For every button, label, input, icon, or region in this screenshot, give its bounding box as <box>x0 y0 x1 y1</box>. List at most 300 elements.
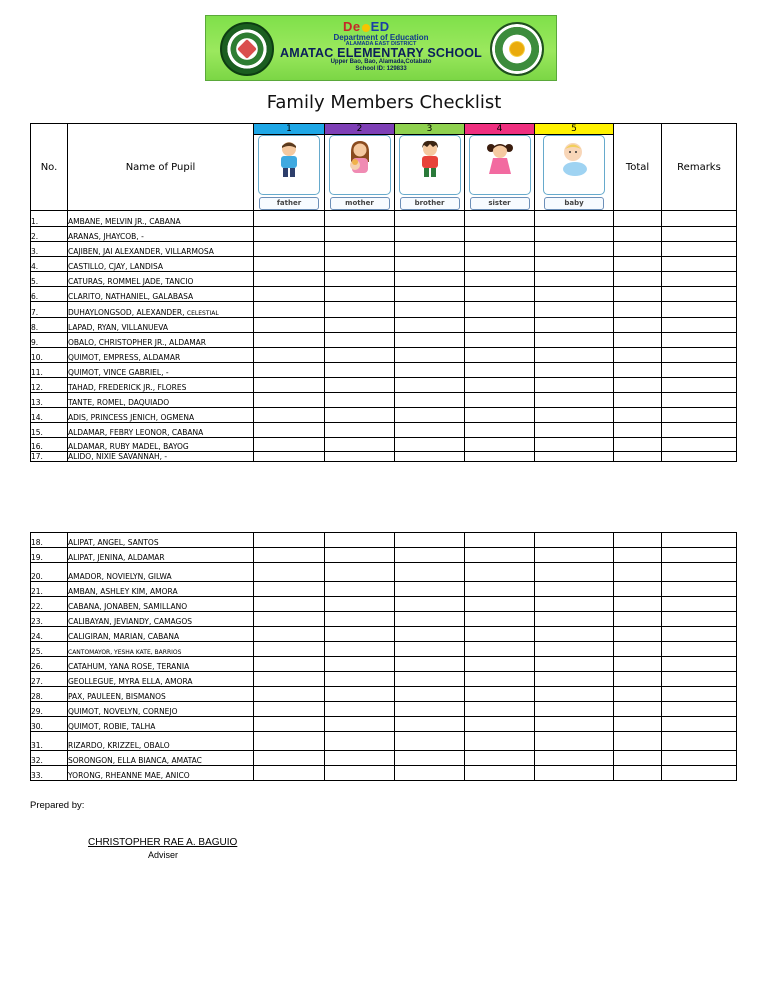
check-sister[interactable] <box>465 548 535 563</box>
row-number: 9. <box>31 333 68 348</box>
pupil-name-text: ADIS, PRINCESS JENICH, OGMENA <box>68 413 195 422</box>
check-father[interactable] <box>254 766 325 781</box>
check-sister[interactable] <box>465 672 535 687</box>
remarks-cell[interactable] <box>662 582 737 597</box>
pupil-name-text: CALIBAYAN, JEVIANDY, CAMAGOS <box>68 617 193 626</box>
check-brother[interactable] <box>395 211 465 227</box>
check-mother[interactable] <box>325 732 395 751</box>
total-cell[interactable] <box>614 272 662 287</box>
table-row <box>31 687 737 702</box>
check-sister[interactable] <box>465 348 535 363</box>
check-brother[interactable] <box>395 766 465 781</box>
check-baby[interactable] <box>535 438 614 452</box>
check-mother[interactable] <box>325 318 395 333</box>
row-number: 14. <box>31 408 68 423</box>
check-baby[interactable] <box>535 408 614 423</box>
school-address: Upper Bao, Bao, Alamada,Cotabato <box>330 59 432 65</box>
total-cell[interactable] <box>614 717 662 732</box>
header-no: No. <box>31 124 68 211</box>
check-sister[interactable] <box>465 657 535 672</box>
check-father[interactable] <box>254 393 325 408</box>
total-cell[interactable] <box>614 348 662 363</box>
check-sister[interactable] <box>465 766 535 781</box>
total-cell[interactable] <box>614 582 662 597</box>
check-brother[interactable] <box>395 657 465 672</box>
check-father[interactable] <box>254 751 325 766</box>
check-mother[interactable] <box>325 627 395 642</box>
check-brother[interactable] <box>395 548 465 563</box>
check-father[interactable] <box>254 423 325 438</box>
pupil-name-text: CLARITO, NATHANIEL, GALABASA <box>68 292 194 301</box>
remarks-cell[interactable] <box>662 533 737 548</box>
total-cell[interactable] <box>614 438 662 452</box>
row-number: 13. <box>31 393 68 408</box>
pupil-name-text: PAX, PAULEEN, BISMANOS <box>68 692 166 701</box>
check-brother[interactable] <box>395 302 465 318</box>
check-father[interactable] <box>254 333 325 348</box>
remarks-cell[interactable] <box>662 211 737 227</box>
total-cell[interactable] <box>614 657 662 672</box>
remarks-cell[interactable] <box>662 378 737 393</box>
check-sister[interactable] <box>465 211 535 227</box>
check-sister[interactable] <box>465 642 535 657</box>
check-brother[interactable] <box>395 612 465 627</box>
member-number-2: 2 <box>325 124 395 135</box>
total-cell[interactable] <box>614 751 662 766</box>
check-baby[interactable] <box>535 318 614 333</box>
remarks-cell[interactable] <box>662 438 737 452</box>
member-number-5: 5 <box>535 124 614 135</box>
header-total: Total <box>614 124 662 211</box>
remarks-cell[interactable] <box>662 687 737 702</box>
check-sister[interactable] <box>465 452 535 462</box>
check-mother[interactable] <box>325 687 395 702</box>
total-cell[interactable] <box>614 627 662 642</box>
check-sister[interactable] <box>465 363 535 378</box>
check-mother[interactable] <box>325 272 395 287</box>
check-mother[interactable] <box>325 766 395 781</box>
check-brother[interactable] <box>395 408 465 423</box>
remarks-cell[interactable] <box>662 227 737 242</box>
check-brother[interactable] <box>395 257 465 272</box>
check-brother[interactable] <box>395 393 465 408</box>
check-sister[interactable] <box>465 378 535 393</box>
total-cell[interactable] <box>614 702 662 717</box>
check-brother[interactable] <box>395 582 465 597</box>
row-number: 29. <box>31 702 68 717</box>
check-brother[interactable] <box>395 287 465 302</box>
pupil-name-text: QUIMOT, ROBIE, TALHA <box>68 722 156 731</box>
total-cell[interactable] <box>614 408 662 423</box>
table-row <box>31 302 737 318</box>
remarks-cell[interactable] <box>662 732 737 751</box>
check-mother[interactable] <box>325 211 395 227</box>
remarks-cell[interactable] <box>662 408 737 423</box>
check-baby[interactable] <box>535 732 614 751</box>
table-row <box>31 548 737 563</box>
check-father[interactable] <box>254 657 325 672</box>
pupil-name <box>68 408 254 423</box>
remarks-cell[interactable] <box>662 242 737 257</box>
checklist-table-part2 <box>30 532 737 781</box>
remarks-cell[interactable] <box>662 257 737 272</box>
check-baby[interactable] <box>535 657 614 672</box>
total-cell[interactable] <box>614 227 662 242</box>
check-brother[interactable] <box>395 272 465 287</box>
row-number: 20. <box>31 563 68 582</box>
check-baby[interactable] <box>535 211 614 227</box>
check-baby[interactable] <box>535 423 614 438</box>
check-baby[interactable] <box>535 717 614 732</box>
total-cell[interactable] <box>614 302 662 318</box>
total-cell[interactable] <box>614 363 662 378</box>
check-brother[interactable] <box>395 348 465 363</box>
check-mother[interactable] <box>325 242 395 257</box>
check-brother[interactable] <box>395 732 465 751</box>
check-baby[interactable] <box>535 563 614 582</box>
check-father[interactable] <box>254 211 325 227</box>
check-father[interactable] <box>254 717 325 732</box>
total-cell[interactable] <box>614 612 662 627</box>
pupil-name <box>68 717 254 732</box>
check-baby[interactable] <box>535 393 614 408</box>
check-baby[interactable] <box>535 257 614 272</box>
check-baby[interactable] <box>535 751 614 766</box>
table-row <box>31 627 737 642</box>
header-remarks: Remarks <box>662 124 737 211</box>
check-brother[interactable] <box>395 751 465 766</box>
remarks-cell[interactable] <box>662 287 737 302</box>
check-brother[interactable] <box>395 438 465 452</box>
row-number: 18. <box>31 533 68 548</box>
table-row <box>31 211 737 227</box>
check-brother[interactable] <box>395 333 465 348</box>
check-baby[interactable] <box>535 227 614 242</box>
check-baby[interactable] <box>535 766 614 781</box>
pupil-name <box>68 597 254 612</box>
remarks-cell[interactable] <box>662 672 737 687</box>
check-mother[interactable] <box>325 302 395 318</box>
check-mother[interactable] <box>325 642 395 657</box>
check-mother[interactable] <box>325 717 395 732</box>
check-sister[interactable] <box>465 242 535 257</box>
check-brother[interactable] <box>395 227 465 242</box>
row-number: 10. <box>31 348 68 363</box>
row-number: 27. <box>31 672 68 687</box>
member-picture-brother <box>395 135 465 211</box>
check-father[interactable] <box>254 548 325 563</box>
remarks-cell[interactable] <box>662 766 737 781</box>
check-sister[interactable] <box>465 732 535 751</box>
pupil-name <box>68 657 254 672</box>
pupil-name-text: CATURAS, ROMMEL JADE, TANCIO <box>68 277 194 286</box>
check-mother[interactable] <box>325 751 395 766</box>
check-baby[interactable] <box>535 687 614 702</box>
total-cell[interactable] <box>614 333 662 348</box>
adviser-role: Adviser <box>147 850 178 860</box>
check-father[interactable] <box>254 242 325 257</box>
check-baby[interactable] <box>535 627 614 642</box>
total-cell[interactable] <box>614 533 662 548</box>
check-baby[interactable] <box>535 702 614 717</box>
row-number: 11. <box>31 363 68 378</box>
total-cell[interactable] <box>614 257 662 272</box>
check-brother[interactable] <box>395 597 465 612</box>
row-number: 1. <box>31 211 68 227</box>
pupil-name-text: QUIMOT, NOVELYN, CORNEJO <box>68 707 178 716</box>
check-mother[interactable] <box>325 563 395 582</box>
total-cell[interactable] <box>614 548 662 563</box>
check-brother[interactable] <box>395 563 465 582</box>
check-father[interactable] <box>254 318 325 333</box>
check-sister[interactable] <box>465 423 535 438</box>
total-cell[interactable] <box>614 642 662 657</box>
check-baby[interactable] <box>535 302 614 318</box>
check-brother[interactable] <box>395 242 465 257</box>
check-father[interactable] <box>254 302 325 318</box>
check-baby[interactable] <box>535 612 614 627</box>
total-cell[interactable] <box>614 597 662 612</box>
check-sister[interactable] <box>465 318 535 333</box>
pupil-name-text: TANTE, ROMEL, DAQUIADO <box>68 398 170 407</box>
remarks-cell[interactable] <box>662 363 737 378</box>
check-brother[interactable] <box>395 363 465 378</box>
check-mother[interactable] <box>325 363 395 378</box>
pupil-name <box>68 272 254 287</box>
check-baby[interactable] <box>535 378 614 393</box>
table-row <box>31 363 737 378</box>
district-seal-logo <box>490 22 544 76</box>
remarks-cell[interactable] <box>662 452 737 462</box>
row-number: 6. <box>31 287 68 302</box>
check-sister[interactable] <box>465 702 535 717</box>
remarks-cell[interactable] <box>662 333 737 348</box>
check-sister[interactable] <box>465 393 535 408</box>
pupil-name <box>68 393 254 408</box>
check-brother[interactable] <box>395 702 465 717</box>
check-sister[interactable] <box>465 333 535 348</box>
check-sister[interactable] <box>465 627 535 642</box>
check-father[interactable] <box>254 408 325 423</box>
table-row <box>31 717 737 732</box>
total-cell[interactable] <box>614 242 662 257</box>
remarks-cell[interactable] <box>662 612 737 627</box>
check-father[interactable] <box>254 597 325 612</box>
check-baby[interactable] <box>535 363 614 378</box>
total-cell[interactable] <box>614 423 662 438</box>
check-brother[interactable] <box>395 672 465 687</box>
check-sister[interactable] <box>465 751 535 766</box>
check-father[interactable] <box>254 732 325 751</box>
check-brother[interactable] <box>395 452 465 462</box>
remarks-cell[interactable] <box>662 423 737 438</box>
check-father[interactable] <box>254 702 325 717</box>
check-mother[interactable] <box>325 597 395 612</box>
check-father[interactable] <box>254 563 325 582</box>
pupil-name <box>68 751 254 766</box>
check-mother[interactable] <box>325 438 395 452</box>
remarks-cell[interactable] <box>662 272 737 287</box>
remarks-cell[interactable] <box>662 302 737 318</box>
total-cell[interactable] <box>614 672 662 687</box>
check-mother[interactable] <box>325 672 395 687</box>
check-mother[interactable] <box>325 348 395 363</box>
check-father[interactable] <box>254 612 325 627</box>
check-baby[interactable] <box>535 452 614 462</box>
check-brother[interactable] <box>395 533 465 548</box>
check-mother[interactable] <box>325 378 395 393</box>
check-father[interactable] <box>254 533 325 548</box>
pupil-name-text: ALDAMAR, RUBY MADEL, BAYOG <box>68 442 189 451</box>
remarks-cell[interactable] <box>662 348 737 363</box>
member-label-mother: mother <box>330 197 390 210</box>
pupil-name-text: ALIPAT, ANGEL, SANTOS <box>68 538 159 547</box>
remarks-cell[interactable] <box>662 702 737 717</box>
check-father[interactable] <box>254 272 325 287</box>
check-mother[interactable] <box>325 548 395 563</box>
check-father[interactable] <box>254 582 325 597</box>
remarks-cell[interactable] <box>662 627 737 642</box>
check-sister[interactable] <box>465 612 535 627</box>
check-brother[interactable] <box>395 318 465 333</box>
remarks-cell[interactable] <box>662 717 737 732</box>
check-mother[interactable] <box>325 393 395 408</box>
check-baby[interactable] <box>535 287 614 302</box>
check-mother[interactable] <box>325 533 395 548</box>
check-sister[interactable] <box>465 408 535 423</box>
check-father[interactable] <box>254 348 325 363</box>
check-baby[interactable] <box>535 272 614 287</box>
check-father[interactable] <box>254 257 325 272</box>
check-baby[interactable] <box>535 548 614 563</box>
check-mother[interactable] <box>325 287 395 302</box>
pupil-name <box>68 333 254 348</box>
total-cell[interactable] <box>614 211 662 227</box>
check-father[interactable] <box>254 687 325 702</box>
check-sister[interactable] <box>465 438 535 452</box>
pupil-name <box>68 242 254 257</box>
table-row <box>31 612 737 627</box>
pupil-name <box>68 766 254 781</box>
check-baby[interactable] <box>535 348 614 363</box>
check-father[interactable] <box>254 438 325 452</box>
check-brother[interactable] <box>395 717 465 732</box>
row-number: 16. <box>31 438 68 452</box>
check-brother[interactable] <box>395 378 465 393</box>
pupil-name-text: CATAHUM, YANA ROSE, TERANIA <box>68 662 190 671</box>
check-father[interactable] <box>254 642 325 657</box>
row-number: 24. <box>31 627 68 642</box>
brother-icon <box>413 140 447 178</box>
check-father[interactable] <box>254 287 325 302</box>
check-sister[interactable] <box>465 533 535 548</box>
total-cell[interactable] <box>614 318 662 333</box>
total-cell[interactable] <box>614 732 662 751</box>
member-picture-baby <box>535 135 614 211</box>
check-father[interactable] <box>254 227 325 242</box>
check-baby[interactable] <box>535 642 614 657</box>
check-mother[interactable] <box>325 227 395 242</box>
table-row <box>31 452 737 462</box>
table-row <box>31 393 737 408</box>
table-row <box>31 657 737 672</box>
member-number-3: 3 <box>395 124 465 135</box>
check-mother[interactable] <box>325 423 395 438</box>
total-cell[interactable] <box>614 287 662 302</box>
check-baby[interactable] <box>535 242 614 257</box>
check-mother[interactable] <box>325 702 395 717</box>
check-sister[interactable] <box>465 563 535 582</box>
pupil-name-text: CABANA, JONABEN, SAMILLANO <box>68 602 188 611</box>
remarks-cell[interactable] <box>662 657 737 672</box>
total-cell[interactable] <box>614 687 662 702</box>
check-brother[interactable] <box>395 423 465 438</box>
remarks-cell[interactable] <box>662 597 737 612</box>
check-sister[interactable] <box>465 287 535 302</box>
check-baby[interactable] <box>535 533 614 548</box>
check-sister[interactable] <box>465 717 535 732</box>
check-sister[interactable] <box>465 597 535 612</box>
check-brother[interactable] <box>395 642 465 657</box>
check-father[interactable] <box>254 672 325 687</box>
check-father[interactable] <box>254 452 325 462</box>
total-cell[interactable] <box>614 766 662 781</box>
check-father[interactable] <box>254 378 325 393</box>
total-cell[interactable] <box>614 393 662 408</box>
check-brother[interactable] <box>395 687 465 702</box>
table-row <box>31 333 737 348</box>
check-sister[interactable] <box>465 257 535 272</box>
remarks-cell[interactable] <box>662 751 737 766</box>
check-mother[interactable] <box>325 582 395 597</box>
remarks-cell[interactable] <box>662 548 737 563</box>
check-mother[interactable] <box>325 333 395 348</box>
remarks-cell[interactable] <box>662 318 737 333</box>
check-mother[interactable] <box>325 408 395 423</box>
check-sister[interactable] <box>465 227 535 242</box>
remarks-cell[interactable] <box>662 393 737 408</box>
table-row <box>31 563 737 582</box>
pupil-name <box>68 627 254 642</box>
check-sister[interactable] <box>465 302 535 318</box>
total-cell[interactable] <box>614 378 662 393</box>
total-cell[interactable] <box>614 563 662 582</box>
check-mother[interactable] <box>325 657 395 672</box>
check-mother[interactable] <box>325 452 395 462</box>
check-mother[interactable] <box>325 257 395 272</box>
check-sister[interactable] <box>465 582 535 597</box>
pupil-name-text: SORONGON, ELLA BIANCA, AMATAC <box>68 756 202 765</box>
table-row <box>31 287 737 302</box>
check-baby[interactable] <box>535 333 614 348</box>
check-baby[interactable] <box>535 672 614 687</box>
pupil-name <box>68 452 254 462</box>
school-id: School ID: 129833 <box>355 66 407 72</box>
row-number: 25. <box>31 642 68 657</box>
check-father[interactable] <box>254 363 325 378</box>
total-cell[interactable] <box>614 452 662 462</box>
check-brother[interactable] <box>395 627 465 642</box>
check-mother[interactable] <box>325 612 395 627</box>
check-sister[interactable] <box>465 272 535 287</box>
check-baby[interactable] <box>535 582 614 597</box>
check-baby[interactable] <box>535 597 614 612</box>
row-number: 21. <box>31 582 68 597</box>
remarks-cell[interactable] <box>662 563 737 582</box>
check-sister[interactable] <box>465 687 535 702</box>
remarks-cell[interactable] <box>662 642 737 657</box>
check-father[interactable] <box>254 627 325 642</box>
